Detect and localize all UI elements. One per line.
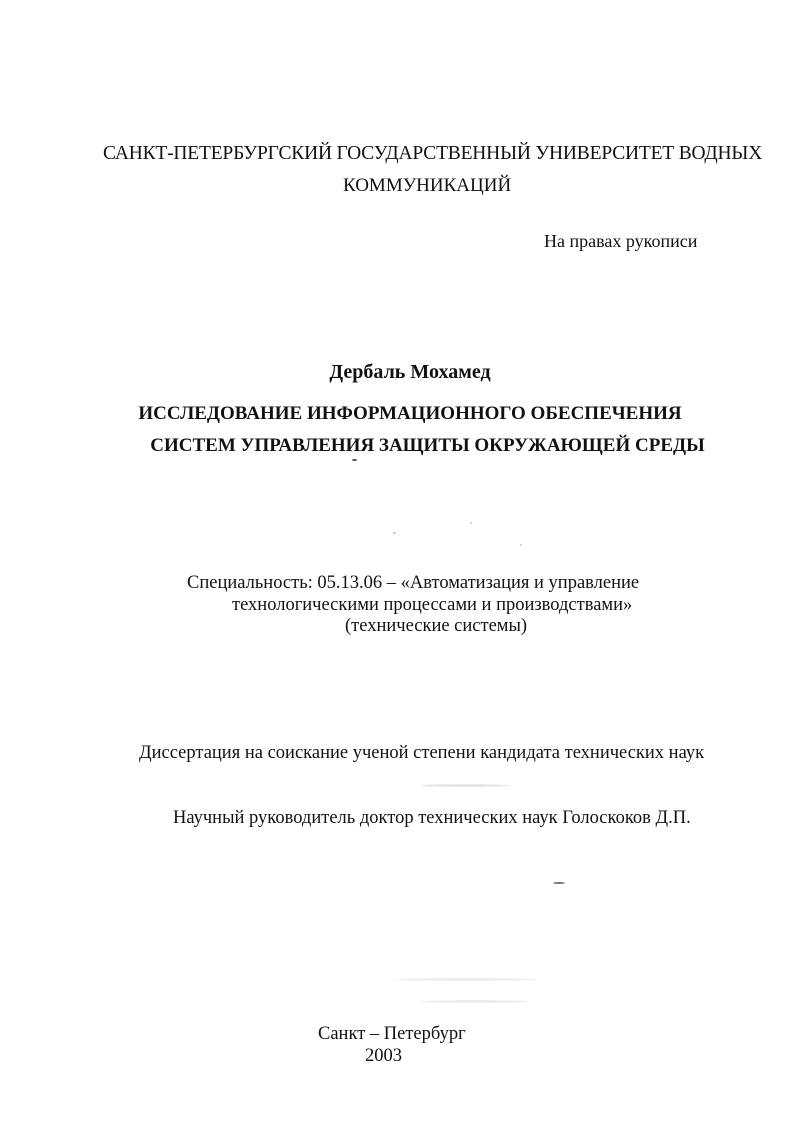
- scan-speck: [352, 459, 357, 461]
- thesis-title-line1: ИССЛЕДОВАНИЕ ИНФОРМАЦИОННОГО ОБЕСПЕЧЕНИЯ: [138, 403, 682, 424]
- author-name: Дербаль Мохамед: [329, 361, 491, 383]
- specialty-line1: Специальность: 05.13.06 – «Автоматизация и управление: [187, 573, 640, 593]
- year: 2003: [365, 1046, 402, 1066]
- scan-speck: [470, 522, 472, 524]
- university-name-line1: САНКТ-ПЕТЕРБУРГСКИЙ ГОСУДАРСТВЕННЫЙ УНИВЕРСИТЕТ ВОДНЫХ: [103, 143, 763, 164]
- dissertation-degree: Диссертация на соискание ученой степени кандидата технических наук: [139, 743, 705, 763]
- city: Санкт – Петербург: [318, 1024, 466, 1044]
- specialty-line3: (технические системы): [345, 616, 528, 636]
- specialty-line2: технологическими процессами и производствами»: [232, 595, 633, 615]
- scan-speck: [393, 532, 396, 534]
- scan-speck: [553, 882, 565, 884]
- scan-speck: [420, 1000, 530, 1003]
- scan-speck: [520, 544, 522, 546]
- manuscript-rights-note: На правах рукописи: [544, 231, 698, 251]
- thesis-title-line2: СИСТЕМ УПРАВЛЕНИЯ ЗАЩИТЫ ОКРУЖАЮЩЕЙ СРЕДЫ: [150, 435, 705, 456]
- university-name-line2: КОММУНИКАЦИЙ: [343, 175, 512, 196]
- scan-speck: [396, 978, 536, 981]
- scientific-supervisor: Научный руководитель доктор технических наук Голоскоков Д.П.: [173, 808, 691, 828]
- scan-speck: [420, 784, 510, 787]
